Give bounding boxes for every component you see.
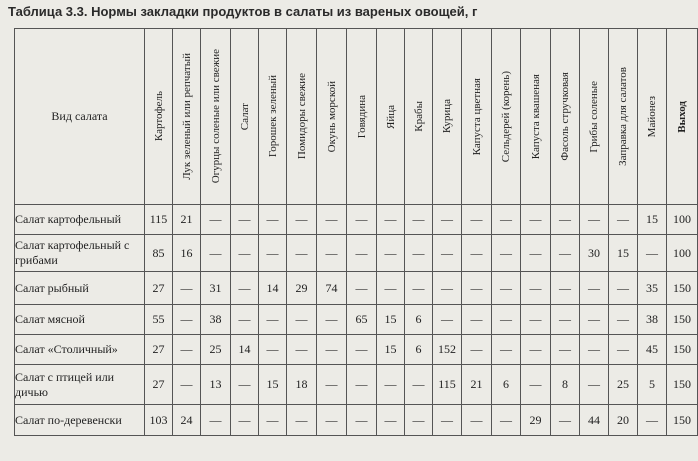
table-cell: — (433, 305, 462, 335)
column-header: Грибы соленые (580, 29, 609, 205)
table-cell: — (609, 205, 638, 235)
table-cell: — (287, 305, 317, 335)
table-cell: — (231, 405, 259, 436)
salad-name: Салат картофельный (15, 205, 145, 235)
column-header: Салат (231, 29, 259, 205)
table-cell: 25 (201, 335, 231, 365)
header-row (15, 29, 698, 205)
table-cell: 21 (173, 205, 201, 235)
table-cell: — (287, 235, 317, 272)
table-cell: 6 (492, 365, 521, 405)
table-cell: — (347, 272, 377, 305)
table-cell: — (173, 272, 201, 305)
table-cell: — (492, 305, 521, 335)
column-header: Огурцы соленые или свежие (201, 29, 231, 205)
column-header: Заправка для салатов (609, 29, 638, 205)
table-cell: — (173, 305, 201, 335)
table-cell: 24 (173, 405, 201, 436)
norms-table (14, 28, 698, 436)
table-cell: — (259, 305, 287, 335)
table-cell: — (462, 235, 492, 272)
table-row (15, 205, 698, 235)
table-cell: 65 (347, 305, 377, 335)
table-cell: — (201, 405, 231, 436)
table-cell: — (580, 305, 609, 335)
table-cell: — (259, 405, 287, 436)
table-cell: — (347, 365, 377, 405)
table-cell: — (405, 405, 433, 436)
table-cell: — (259, 205, 287, 235)
table-cell: — (231, 205, 259, 235)
table-cell: — (377, 365, 405, 405)
table-cell: — (231, 235, 259, 272)
table-cell: 6 (405, 335, 433, 365)
table-cell: 15 (377, 305, 405, 335)
table-cell: — (492, 335, 521, 365)
table-cell: — (173, 335, 201, 365)
salad-name: Салат по-деревенски (15, 405, 145, 436)
table-cell: — (492, 235, 521, 272)
table-cell: 20 (609, 405, 638, 436)
table-cell: 55 (145, 305, 173, 335)
table-row (15, 405, 698, 436)
salad-name: Салат с птицей или дичью (15, 365, 145, 405)
table-cell: 29 (521, 405, 551, 436)
column-header: Яйца (377, 29, 405, 205)
column-header: Говядина (347, 29, 377, 205)
column-header: Майонез (638, 29, 667, 205)
table-cell: — (377, 205, 405, 235)
column-header: Фасоль стручковая (551, 29, 580, 205)
table-cell: — (638, 405, 667, 436)
table-cell: 27 (145, 365, 173, 405)
table-cell: — (347, 405, 377, 436)
table-cell: — (433, 272, 462, 305)
table-cell: — (551, 405, 580, 436)
salad-name: Салат «Столичный» (15, 335, 145, 365)
column-header: Помидоры свежие (287, 29, 317, 205)
table-cell: — (347, 235, 377, 272)
table-cell: 31 (201, 272, 231, 305)
table-cell: 15 (638, 205, 667, 235)
table-cell: — (433, 235, 462, 272)
table-cell: — (551, 272, 580, 305)
table-cell: 30 (580, 235, 609, 272)
table-cell: 150 (667, 405, 698, 436)
table-cell: — (347, 335, 377, 365)
column-header: Крабы (405, 29, 433, 205)
salad-name: Салат картофельный с грибами (15, 235, 145, 272)
table-cell: 45 (638, 335, 667, 365)
table-cell: — (580, 205, 609, 235)
table-cell: 35 (638, 272, 667, 305)
table-cell: 85 (145, 235, 173, 272)
table-cell: — (609, 272, 638, 305)
table-cell: — (521, 365, 551, 405)
table-cell: — (317, 235, 347, 272)
table-cell: 14 (259, 272, 287, 305)
table-cell: — (377, 235, 405, 272)
table-cell: — (521, 305, 551, 335)
table-cell: — (609, 305, 638, 335)
table-cell: 15 (259, 365, 287, 405)
table-cell: — (551, 305, 580, 335)
table-cell: 29 (287, 272, 317, 305)
column-header: Горошек зеленый (259, 29, 287, 205)
table-cell: — (433, 205, 462, 235)
table-cell: 15 (609, 235, 638, 272)
table-cell: 25 (609, 365, 638, 405)
table-cell: — (462, 335, 492, 365)
table-cell: 5 (638, 365, 667, 405)
table-cell: 150 (667, 335, 698, 365)
table-cell: 74 (317, 272, 347, 305)
table-cell: — (492, 405, 521, 436)
table-cell: — (405, 272, 433, 305)
table-cell: 38 (638, 305, 667, 335)
table-title: Таблица 3.3. Нормы закладки продуктов в салаты из вареных овощей, г (8, 4, 478, 19)
table-cell: — (638, 235, 667, 272)
table-cell: 100 (667, 205, 698, 235)
table-cell: — (405, 205, 433, 235)
table-cell: 16 (173, 235, 201, 272)
column-header: Окунь морской (317, 29, 347, 205)
column-header: Картофель (145, 29, 173, 205)
table-row (15, 235, 698, 272)
table-cell: — (521, 335, 551, 365)
table-body (15, 205, 698, 436)
table-cell: — (492, 205, 521, 235)
table-cell: 13 (201, 365, 231, 405)
table-cell: — (462, 305, 492, 335)
table-cell: — (433, 405, 462, 436)
table-cell: — (287, 405, 317, 436)
table-cell: — (317, 305, 347, 335)
table-cell: — (462, 405, 492, 436)
table-cell: 115 (145, 205, 173, 235)
table-cell: — (405, 365, 433, 405)
table-row (15, 335, 698, 365)
table-cell: — (317, 205, 347, 235)
table-cell: 115 (433, 365, 462, 405)
table-cell: — (377, 272, 405, 305)
table-cell: — (287, 335, 317, 365)
table-cell: — (580, 272, 609, 305)
table-cell: — (521, 205, 551, 235)
table-cell: 150 (667, 365, 698, 405)
table-row (15, 272, 698, 305)
table-cell: 18 (287, 365, 317, 405)
table-cell: 100 (667, 235, 698, 272)
table-cell: — (405, 235, 433, 272)
table-cell: — (492, 272, 521, 305)
table-cell: 27 (145, 272, 173, 305)
table-cell: — (201, 205, 231, 235)
table-cell: 8 (551, 365, 580, 405)
table-cell: 150 (667, 305, 698, 335)
table-cell: 38 (201, 305, 231, 335)
column-header: Лук зеленый или репчатый (173, 29, 201, 205)
table-row (15, 305, 698, 335)
table-cell: 15 (377, 335, 405, 365)
table-cell: — (462, 272, 492, 305)
table-cell: 6 (405, 305, 433, 335)
table-cell: — (259, 335, 287, 365)
table-cell: — (609, 335, 638, 365)
table-cell: — (462, 205, 492, 235)
table-row (15, 365, 698, 405)
table-cell: — (521, 235, 551, 272)
table-cell: 14 (231, 335, 259, 365)
table-cell: — (347, 205, 377, 235)
table-cell: — (231, 272, 259, 305)
table-cell: 152 (433, 335, 462, 365)
yield-header: Выход (667, 29, 698, 205)
table-cell: — (287, 205, 317, 235)
table-cell: — (580, 335, 609, 365)
table-cell: — (231, 305, 259, 335)
column-header: Капуста цветная (462, 29, 492, 205)
table-cell: — (317, 365, 347, 405)
table-cell: — (201, 235, 231, 272)
table-cell: 27 (145, 335, 173, 365)
table-cell: — (173, 365, 201, 405)
table-cell: — (377, 405, 405, 436)
table-cell: — (580, 365, 609, 405)
table-cell: 150 (667, 272, 698, 305)
table-cell: — (259, 235, 287, 272)
table-cell: — (317, 405, 347, 436)
table-cell: 103 (145, 405, 173, 436)
table-cell: 21 (462, 365, 492, 405)
table-cell: — (551, 335, 580, 365)
table-cell: — (551, 205, 580, 235)
table-cell: — (551, 235, 580, 272)
salad-type-header: Вид салата (15, 29, 145, 205)
table-cell: — (317, 335, 347, 365)
column-header: Курица (433, 29, 462, 205)
table-cell: — (521, 272, 551, 305)
table-cell: 44 (580, 405, 609, 436)
column-header: Капуста квашеная (521, 29, 551, 205)
column-header: Сельдерей (корень) (492, 29, 521, 205)
salad-name: Салат рыбный (15, 272, 145, 305)
table-cell: — (231, 365, 259, 405)
salad-name: Салат мясной (15, 305, 145, 335)
